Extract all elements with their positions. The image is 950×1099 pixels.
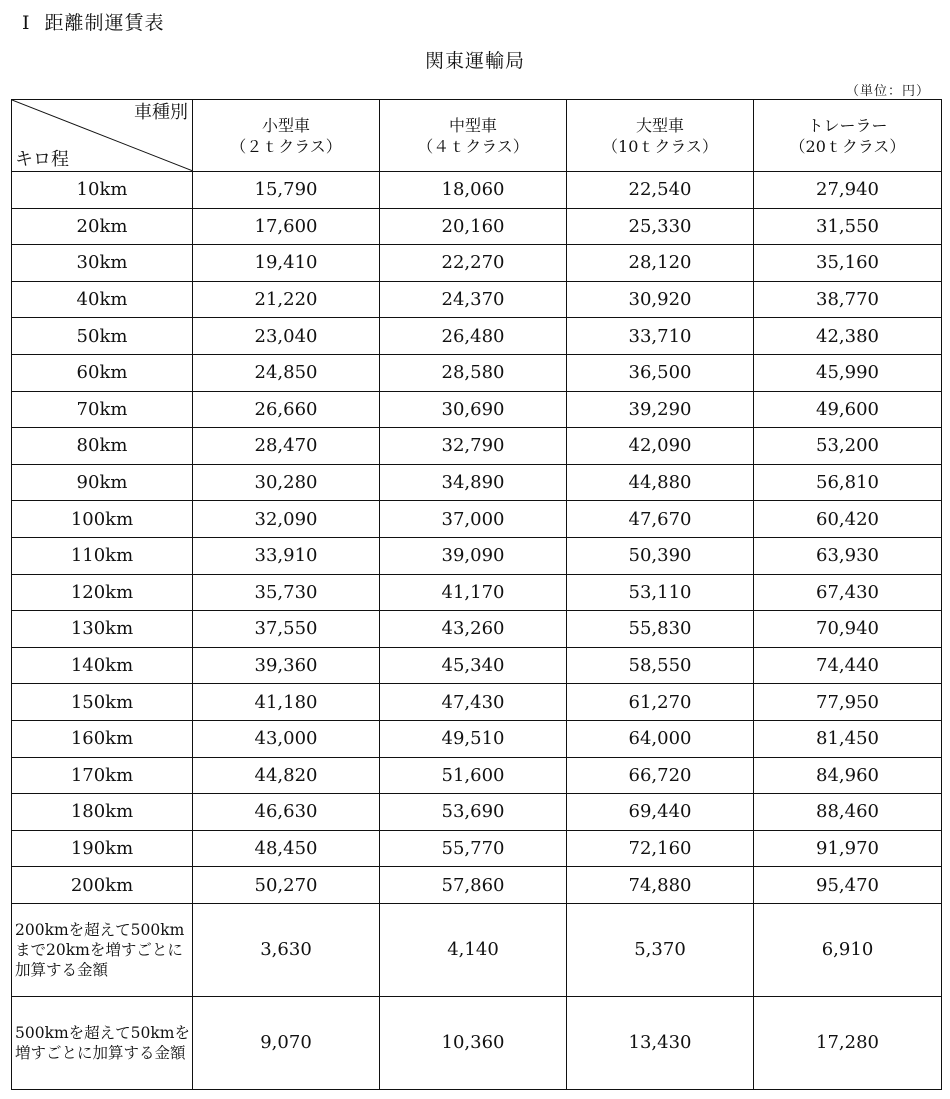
fare-cell: 38,770 [754, 281, 942, 318]
table-row [12, 391, 942, 428]
unit-note: （単位：円） [845, 84, 930, 99]
distance-cell: 40km [12, 281, 193, 318]
column-name: 中型車 [448, 115, 497, 135]
corner-header-cell [12, 100, 193, 172]
table-row [12, 354, 942, 391]
fare-cell: 51,600 [380, 757, 567, 794]
distance-cell: 160km [12, 720, 193, 757]
fare-cell: 49,510 [380, 720, 567, 757]
fare-cell: 48,450 [193, 830, 380, 867]
fare-cell: 69,440 [567, 794, 754, 831]
distance-label: キロ程 [15, 149, 69, 170]
fare-cell: 44,820 [193, 757, 380, 794]
column-class: （４ｔクラス） [417, 136, 529, 156]
fare-cell: 53,200 [754, 428, 942, 465]
fare-cell: 35,160 [754, 245, 942, 282]
fare-cell: 60,420 [754, 501, 942, 538]
fare-cell: 18,060 [380, 172, 567, 209]
fare-cell: 66,720 [567, 757, 754, 794]
fare-cell: 19,410 [193, 245, 380, 282]
fare-cell: 41,180 [193, 684, 380, 721]
table-row [12, 611, 942, 648]
fare-cell: 28,580 [380, 354, 567, 391]
surcharge-cell: 4,140 [380, 903, 567, 996]
table-row [12, 757, 942, 794]
distance-cell: 190km [12, 830, 193, 867]
distance-cell: 150km [12, 684, 193, 721]
fare-cell: 27,940 [754, 172, 942, 209]
fare-cell: 15,790 [193, 172, 380, 209]
distance-cell: 10km [12, 172, 193, 209]
fare-cell: 53,110 [567, 574, 754, 611]
distance-cell: 170km [12, 757, 193, 794]
fare-cell: 26,660 [193, 391, 380, 428]
distance-cell: 70km [12, 391, 193, 428]
table-row [12, 172, 942, 209]
fare-cell: 50,390 [567, 537, 754, 574]
fare-cell: 91,970 [754, 830, 942, 867]
fare-cell: 28,470 [193, 428, 380, 465]
column-header-medium [380, 100, 567, 172]
fare-cell: 28,120 [567, 245, 754, 282]
fare-cell: 30,920 [567, 281, 754, 318]
fare-cell: 84,960 [754, 757, 942, 794]
surcharge-cell: 9,070 [193, 996, 380, 1089]
fare-cell: 70,940 [754, 611, 942, 648]
fare-cell: 57,860 [380, 867, 567, 904]
fare-table [11, 99, 942, 1090]
fare-cell: 25,330 [567, 208, 754, 245]
fare-cell: 67,430 [754, 574, 942, 611]
table-row [12, 574, 942, 611]
fare-cell: 39,090 [380, 537, 567, 574]
table-row [12, 318, 942, 355]
fare-cell: 31,550 [754, 208, 942, 245]
fare-cell: 39,360 [193, 647, 380, 684]
table-row [12, 501, 942, 538]
fare-cell: 30,690 [380, 391, 567, 428]
table-row [12, 537, 942, 574]
fare-cell: 35,730 [193, 574, 380, 611]
surcharge-cell: 17,280 [754, 996, 942, 1089]
fare-cell: 50,270 [193, 867, 380, 904]
fare-cell: 95,470 [754, 867, 942, 904]
distance-cell: 130km [12, 611, 193, 648]
document-heading [22, 8, 165, 35]
distance-cell: 20km [12, 208, 193, 245]
table-row [12, 245, 942, 282]
column-header-small [193, 100, 380, 172]
distance-cell: 140km [12, 647, 193, 684]
fare-cell: 43,260 [380, 611, 567, 648]
fare-cell: 44,880 [567, 464, 754, 501]
fare-cell: 36,500 [567, 354, 754, 391]
section-numeral: I [22, 12, 31, 34]
fare-cell: 43,000 [193, 720, 380, 757]
vehicle-type-label: 車種別 [134, 102, 188, 123]
column-name: 大型車 [635, 115, 684, 135]
table-row [12, 464, 942, 501]
column-header-large [567, 100, 754, 172]
surcharge-cell: 6,910 [754, 903, 942, 996]
distance-cell: 120km [12, 574, 193, 611]
fare-cell: 30,280 [193, 464, 380, 501]
section-title: 距離制運賃表 [44, 12, 165, 34]
table-row [12, 281, 942, 318]
column-name: トレーラー [807, 115, 888, 135]
fare-cell: 63,930 [754, 537, 942, 574]
table-row [12, 720, 942, 757]
column-class: （20ｔクラス） [789, 136, 906, 156]
fare-table-body [12, 172, 942, 1090]
fare-cell: 81,450 [754, 720, 942, 757]
fare-cell: 42,090 [567, 428, 754, 465]
fare-cell: 56,810 [754, 464, 942, 501]
fare-cell: 22,540 [567, 172, 754, 209]
fare-cell: 24,850 [193, 354, 380, 391]
distance-cell: 30km [12, 245, 193, 282]
fare-cell: 45,340 [380, 647, 567, 684]
fare-cell: 55,830 [567, 611, 754, 648]
surcharge-note-cell: 200kmを超えて500kmまで20kmを増すごとに加算する金額 [12, 903, 193, 996]
fare-cell: 39,290 [567, 391, 754, 428]
surcharge-cell: 13,430 [567, 996, 754, 1089]
table-row [12, 794, 942, 831]
fare-cell: 26,480 [380, 318, 567, 355]
surcharge-cell: 5,370 [567, 903, 754, 996]
fare-cell: 34,890 [380, 464, 567, 501]
table-row [12, 684, 942, 721]
distance-cell: 50km [12, 318, 193, 355]
header-row [12, 100, 942, 172]
surcharge-row [12, 903, 942, 996]
table-row [12, 647, 942, 684]
fare-cell: 32,790 [380, 428, 567, 465]
fare-cell: 49,600 [754, 391, 942, 428]
distance-cell: 100km [12, 501, 193, 538]
fare-cell: 55,770 [380, 830, 567, 867]
fare-cell: 72,160 [567, 830, 754, 867]
table-row [12, 867, 942, 904]
surcharge-row [12, 996, 942, 1089]
fare-cell: 21,220 [193, 281, 380, 318]
distance-cell: 110km [12, 537, 193, 574]
fare-cell: 33,910 [193, 537, 380, 574]
fare-cell: 37,550 [193, 611, 380, 648]
fare-cell: 61,270 [567, 684, 754, 721]
fare-cell: 17,600 [193, 208, 380, 245]
fare-cell: 20,160 [380, 208, 567, 245]
fare-cell: 88,460 [754, 794, 942, 831]
fare-cell: 22,270 [380, 245, 567, 282]
table-row [12, 428, 942, 465]
column-class: （10ｔクラス） [602, 136, 718, 156]
distance-cell: 60km [12, 354, 193, 391]
fare-cell: 74,440 [754, 647, 942, 684]
table-row [12, 208, 942, 245]
column-header-trailer [754, 100, 942, 172]
distance-cell: 180km [12, 794, 193, 831]
fare-cell: 23,040 [193, 318, 380, 355]
fare-cell: 47,430 [380, 684, 567, 721]
fare-cell: 77,950 [754, 684, 942, 721]
fare-cell: 64,000 [567, 720, 754, 757]
fare-cell: 33,710 [567, 318, 754, 355]
fare-cell: 24,370 [380, 281, 567, 318]
fare-cell: 74,880 [567, 867, 754, 904]
fare-cell: 58,550 [567, 647, 754, 684]
fare-cell: 47,670 [567, 501, 754, 538]
surcharge-note-cell: 500kmを超えて50kmを増すごとに加算する金額 [12, 996, 193, 1089]
surcharge-cell: 3,630 [193, 903, 380, 996]
fare-cell: 32,090 [193, 501, 380, 538]
distance-cell: 80km [12, 428, 193, 465]
column-name: 小型車 [261, 115, 310, 135]
fare-cell: 41,170 [380, 574, 567, 611]
surcharge-cell: 10,360 [380, 996, 567, 1089]
distance-cell: 200km [12, 867, 193, 904]
table-row [12, 830, 942, 867]
fare-cell: 46,630 [193, 794, 380, 831]
column-class: （２ｔクラス） [230, 136, 342, 156]
fare-cell: 45,990 [754, 354, 942, 391]
fare-cell: 42,380 [754, 318, 942, 355]
distance-cell: 90km [12, 464, 193, 501]
bureau-name: 関東運輸局 [424, 50, 525, 72]
fare-cell: 53,690 [380, 794, 567, 831]
fare-cell: 37,000 [380, 501, 567, 538]
